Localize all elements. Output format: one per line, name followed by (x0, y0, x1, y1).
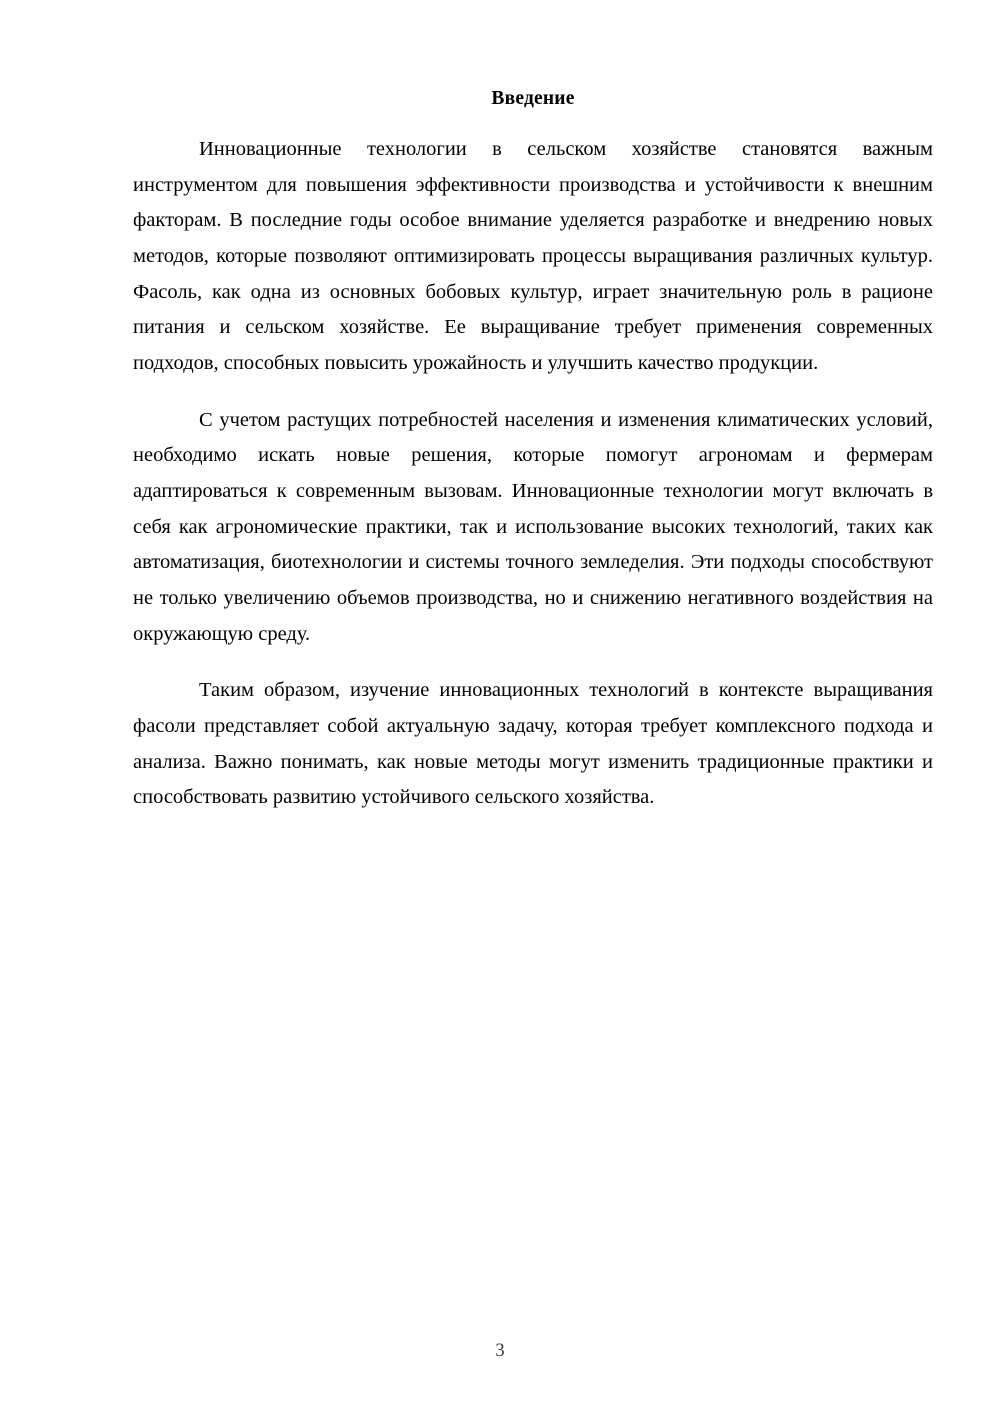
document-body (133, 88, 933, 816)
page-title: Введение (491, 88, 575, 109)
paragraph-1: Инновационные технологии в сельском хозяйстве становятся важным инструментом для повышения эффективности производства и устойчивости к внешним факторам. В последние годы особое внимание уделяется разработке и внедрению новых методов, которые позволяют оптимизировать процессы выращивания различных культур. Фасоль, как одна из основных бобовых культур, играет значительную роль в рационе питания и сельском хозяйстве. Ее выращивание требует применения современных подходов, способных повысить урожайность и улучшить качество продукции. (133, 138, 933, 374)
paragraph-2: С учетом растущих потребностей населения и изменения климатических условий, необходимо искать новые решения, которые помогут агрономам и фермерам адаптироваться к современным вызовам. Инновационные технологии могут включать в себя как агрономические практики, так и использование высоких технологий, таких как автоматизация, биотехнологии и системы точного земледелия. Эти подходы способствуют не только увеличению объемов производства, но и снижению негативного воздействия на окружающую среду. (133, 408, 933, 645)
page-number: 3 (495, 1341, 505, 1361)
paragraph-3: Таким образом, изучение инновационных технологий в контексте выращивания фасоли представляет собой актуальную задачу, которая требует комплексного подхода и анализа. Важно понимать, как новые методы могут изменить традиционные практики и способствовать развитию устойчивого сельского хозяйства. (133, 679, 933, 809)
